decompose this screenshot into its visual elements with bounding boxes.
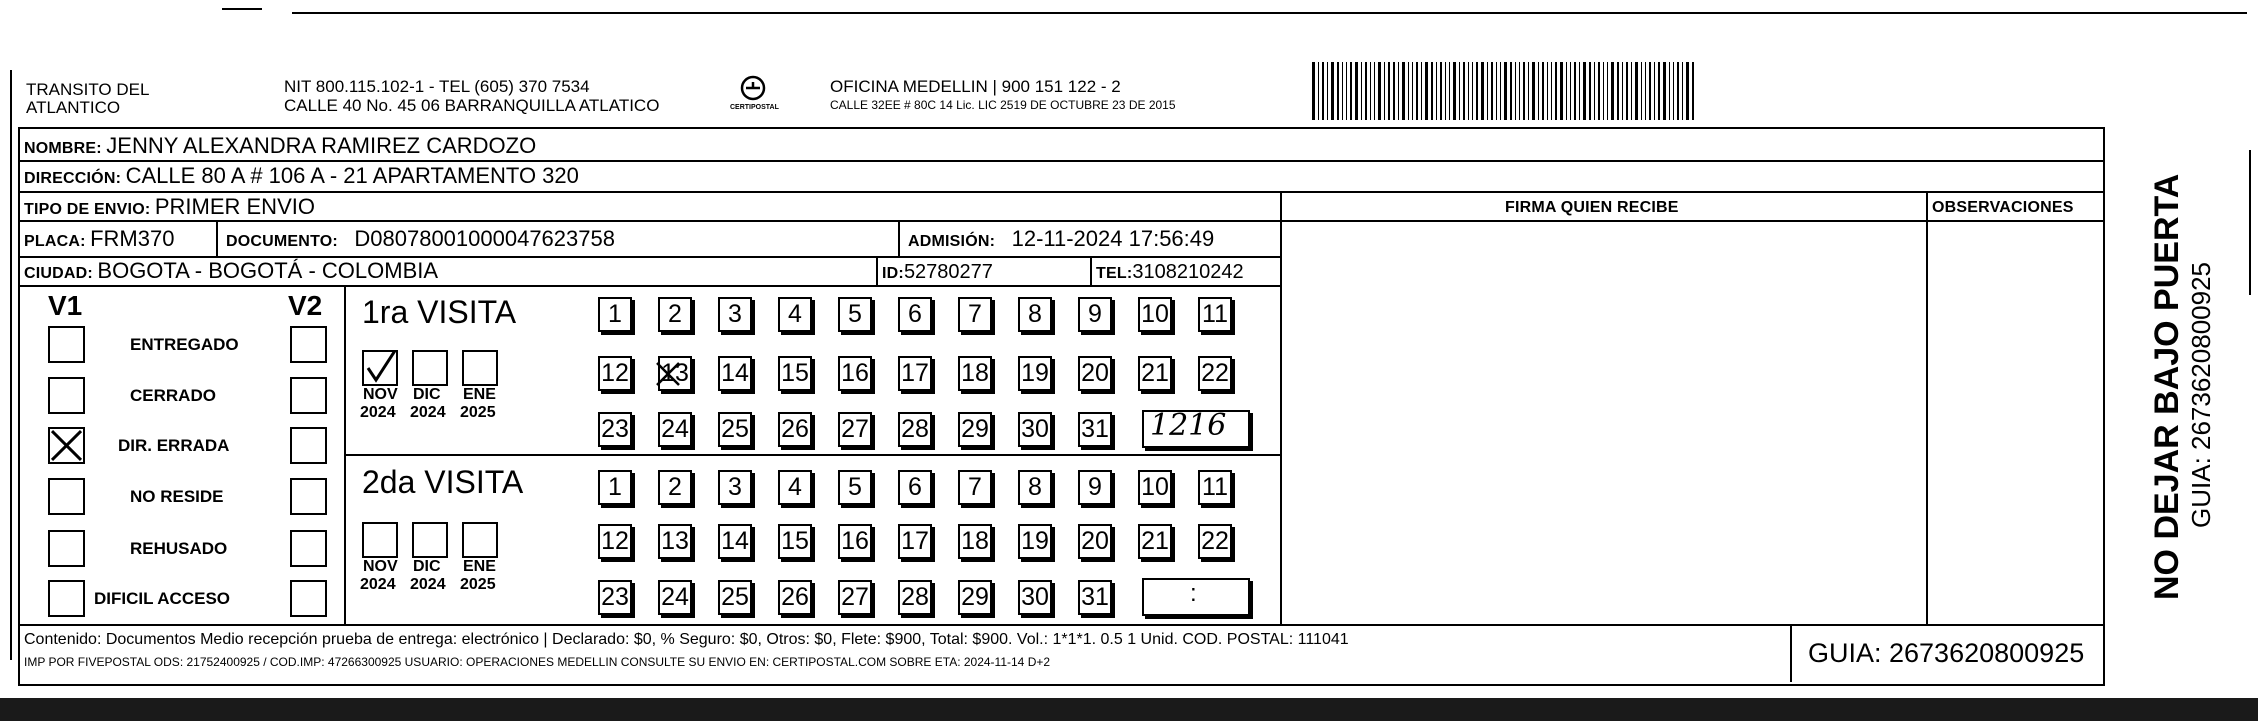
barcode-bar <box>1408 62 1409 120</box>
v2-checkbox-2[interactable] <box>290 377 327 414</box>
visit1-year-label: 2024 <box>410 404 446 421</box>
barcode-bar <box>1445 62 1446 120</box>
barcode-bar <box>1641 62 1642 120</box>
barcode-bar <box>1510 62 1512 120</box>
visit2-day-1[interactable]: 1 <box>598 470 632 505</box>
issuer-name: TRANSITO DEL <box>26 80 150 99</box>
barcode-bar <box>1459 62 1460 120</box>
v1-checkbox-6[interactable] <box>48 580 85 617</box>
barcode-bar <box>1365 62 1367 120</box>
issuer-name-line2: ATLANTICO <box>26 98 121 117</box>
barcode-bar <box>1603 62 1604 120</box>
content-declaration: Contenido: Documentos Medio recepción prueba de entrega: electrónico | Declarado: $0, % Seguro: $0, Otros: $0, Flete: $900, Total: $900. Vol.: 1*1*1. 0.5 1 Unid. COD. POSTAL: 111041 <box>24 631 1349 648</box>
visit2-day-22[interactable]: 22 <box>1198 524 1232 559</box>
barcode-bar <box>1583 62 1586 120</box>
visit1-day-21[interactable]: 21 <box>1138 356 1172 391</box>
barcode-bar <box>1532 62 1535 120</box>
status-label: NO RESIDE <box>130 487 224 506</box>
logo-text: CERTIPOSTAL <box>730 104 779 111</box>
visit1-day-15[interactable]: 15 <box>778 356 812 391</box>
plate-field: PLACA: FRM370 <box>24 226 175 251</box>
barcode-bar <box>1589 62 1591 120</box>
barcode-bar <box>1425 62 1428 120</box>
visit2-day-10[interactable]: 10 <box>1138 470 1172 505</box>
barcode-bar <box>1431 62 1433 120</box>
barcode-bar <box>1626 62 1628 120</box>
barcode-bar <box>1635 62 1638 120</box>
visit1-year-label: 2025 <box>460 404 496 421</box>
visit2-day-24[interactable]: 24 <box>658 580 692 615</box>
barcode-bar <box>1342 62 1343 120</box>
plate: FRM370 <box>90 226 175 251</box>
barcode-bar <box>1487 62 1488 120</box>
barcode-bar <box>1412 62 1413 120</box>
visit1-day-10[interactable]: 10 <box>1138 297 1172 332</box>
visit1-day-2[interactable]: 2 <box>658 297 692 332</box>
visit1-month-checkbox-ene[interactable] <box>462 350 498 386</box>
barcode-bar <box>1384 62 1385 120</box>
status-label: REHUSADO <box>130 539 228 558</box>
visit2-day-14[interactable]: 14 <box>718 524 752 559</box>
barcode-bar <box>1663 62 1666 120</box>
barcode-bar <box>1658 62 1660 120</box>
v2-checkbox-5[interactable] <box>290 530 327 567</box>
visit1-day-22[interactable]: 22 <box>1198 356 1232 391</box>
barcode-bar <box>1346 62 1347 120</box>
visit2-month-label: DIC <box>413 558 441 575</box>
barcode-bar <box>1370 62 1371 120</box>
visit1-day-18[interactable]: 18 <box>958 356 992 391</box>
v1-checkbox-3[interactable] <box>48 427 85 464</box>
signature-header: FIRMA QUIEN RECIBE <box>1505 199 1679 216</box>
barcode-bar <box>1515 62 1516 120</box>
visit2-day-27[interactable]: 27 <box>838 580 872 615</box>
no-dejar-bajo-puerta: NO DEJAR BAJO PUERTA <box>2148 173 2186 600</box>
barcode-bar <box>1355 62 1358 120</box>
visit2-day-15[interactable]: 15 <box>778 524 812 559</box>
barcode-bar <box>1318 62 1319 120</box>
barcode-bar <box>1322 62 1324 120</box>
v1-label: V1 <box>48 290 83 321</box>
barcode-bar <box>1388 62 1390 120</box>
status-label: CERRADO <box>130 386 216 405</box>
barcode-bar <box>1468 62 1469 120</box>
document-number: D08078001000047623758 <box>354 226 615 251</box>
barcode-bar <box>1574 62 1576 120</box>
barcode-bar <box>1312 62 1315 120</box>
barcode-bar <box>1686 62 1689 120</box>
barcode-bar <box>1538 62 1539 120</box>
visit2-month-label: NOV <box>363 558 398 575</box>
barcode-bar <box>1551 62 1552 120</box>
visit1-day-3[interactable]: 3 <box>718 297 752 332</box>
barcode-bar <box>1327 62 1328 120</box>
side-guia: GUIA: 2673620800925 <box>2186 262 2216 528</box>
v2-checkbox-4[interactable] <box>290 478 327 515</box>
tel-number: 3108210242 <box>1132 261 1244 283</box>
visit1-day-30[interactable]: 30 <box>1018 412 1052 447</box>
visit1-day-7[interactable]: 7 <box>958 297 992 332</box>
v2-label: V2 <box>288 290 323 321</box>
barcode-bar <box>1649 62 1651 120</box>
visit1-day-29[interactable]: 29 <box>958 412 992 447</box>
visit1-year-label: 2024 <box>360 404 396 421</box>
barcode-bar <box>1481 62 1484 120</box>
barcode-bar <box>1654 62 1655 120</box>
admission-datetime: 12-11-2024 17:56:49 <box>1011 226 1215 251</box>
visit2-year-label: 2024 <box>410 576 446 593</box>
visit2-day-23[interactable]: 23 <box>598 580 632 615</box>
address-field: DIRECCIÓN: CALLE 80 A # 106 A - 21 APARTAMENTO 320 <box>24 163 579 188</box>
visit2-day-28[interactable]: 28 <box>898 580 932 615</box>
shipment-type-field: TIPO DE ENVIO: PRIMER ENVIO <box>24 194 315 219</box>
visit1-day-20[interactable]: 20 <box>1078 356 1112 391</box>
status-label: DIR. ERRADA <box>118 436 230 455</box>
cross-mark-icon <box>655 361 681 387</box>
visit1-month-checkbox-nov[interactable] <box>362 350 398 386</box>
barcode-bar <box>1560 62 1563 120</box>
visit1-day-13[interactable]: 13 <box>658 356 692 391</box>
observations-header: OBSERVACIONES <box>1932 199 2074 216</box>
visit1-month-label: ENE <box>463 386 496 403</box>
visit2-day-7[interactable]: 7 <box>958 470 992 505</box>
certipostal-logo-icon <box>728 74 778 118</box>
city-field: CIUDAD: BOGOTA - BOGOTÁ - COLOMBIA <box>24 258 439 283</box>
barcode-bar <box>1378 62 1381 120</box>
barcode-bar <box>1547 62 1548 120</box>
barcode-bar <box>1542 62 1544 120</box>
visit1-day-5[interactable]: 5 <box>838 297 872 332</box>
office-info: OFICINA MEDELLIN | 900 151 122 - 2 <box>830 77 1121 96</box>
barcode-bar <box>1673 62 1674 120</box>
visit1-day-23[interactable]: 23 <box>598 412 632 447</box>
barcode-bar <box>1598 62 1600 120</box>
visit1-day-8[interactable]: 8 <box>1018 297 1052 332</box>
visit1-day-4[interactable]: 4 <box>778 297 812 332</box>
issuer-address: CALLE 40 No. 45 06 BARRANQUILLA ATLATICO <box>284 96 660 115</box>
visit2-day-16[interactable]: 16 <box>838 524 872 559</box>
visit2-day-9[interactable]: 9 <box>1078 470 1112 505</box>
barcode-bar <box>1677 62 1679 120</box>
barcode-bar <box>1555 62 1557 120</box>
visit2-day-2[interactable]: 2 <box>658 470 692 505</box>
visit2-year-label: 2024 <box>360 576 396 593</box>
city: BOGOTA - BOGOTÁ - COLOMBIA <box>97 258 439 283</box>
visit1-day-14[interactable]: 14 <box>718 356 752 391</box>
visit1-day-16[interactable]: 16 <box>838 356 872 391</box>
barcode-bar <box>1692 62 1694 120</box>
barcode-bar <box>1594 62 1595 120</box>
visit2-day-4[interactable]: 4 <box>778 470 812 505</box>
status-label: DIFICIL ACCESO <box>94 589 231 608</box>
shipment-type: PRIMER ENVIO <box>154 194 315 219</box>
barcode-bar <box>1669 62 1670 120</box>
visit2-title: 2da VISITA <box>362 464 524 500</box>
barcode-bar <box>1566 62 1567 120</box>
barcode-bar <box>1453 62 1456 120</box>
barcode-bar <box>1607 62 1608 120</box>
barcode-bar <box>1463 62 1465 120</box>
barcode-bar <box>1331 62 1334 120</box>
barcode-bar <box>1421 62 1422 120</box>
barcode-bar <box>1645 62 1646 120</box>
office-address: CALLE 32EE # 80C 14 Lic. LIC 2519 DE OCTUBRE 23 DE 2015 <box>830 98 1176 112</box>
barcode-bar <box>1617 62 1619 120</box>
v2-checkbox-3[interactable] <box>290 427 327 464</box>
id-number: 52780277 <box>903 261 993 283</box>
visit2-month-checkbox-ene[interactable] <box>462 522 498 558</box>
visit1-day-25[interactable]: 25 <box>718 412 752 447</box>
visit1-day-19[interactable]: 19 <box>1018 356 1052 391</box>
visit1-day-28[interactable]: 28 <box>898 412 932 447</box>
recipient-name: JENNY ALEXANDRA RAMIREZ CARDOZO <box>106 133 537 158</box>
visit2-day-6[interactable]: 6 <box>898 470 932 505</box>
visit1-day-27[interactable]: 27 <box>838 412 872 447</box>
visit2-day-13[interactable]: 13 <box>658 524 692 559</box>
v1-checkbox-2[interactable] <box>48 377 85 414</box>
visit1-day-9[interactable]: 9 <box>1078 297 1112 332</box>
admission-field: ADMISIÓN: 12-11-2024 17:56:49 <box>908 226 1215 251</box>
barcode-bar <box>1570 62 1571 120</box>
tel-field: TEL:3108210242 <box>1096 261 1244 283</box>
barcode-bar <box>1496 62 1497 120</box>
shipping-form <box>18 127 2105 686</box>
name-field: NOMBRE: JENNY ALEXANDRA RAMIREZ CARDOZO <box>24 133 537 158</box>
print-info: IMP POR FIVEPOSTAL ODS: 21752400925 / COD.IMP: 47266300925 USUARIO: OPERACIONES MEDELLIN CONSULTE SU ENVIO EN: CERTIPOSTAL.COM SOBRE ETA: 2024-11-14 D+2 <box>24 655 1051 669</box>
barcode-bar <box>1631 62 1632 120</box>
barcode-bar <box>1436 62 1437 120</box>
visit2-day-26[interactable]: 26 <box>778 580 812 615</box>
barcode-bar <box>1416 62 1418 120</box>
visit2-day-18[interactable]: 18 <box>958 524 992 559</box>
document-field: DOCUMENTO: D08078001000047623758 <box>226 226 615 251</box>
v1-checkbox-1[interactable] <box>48 326 85 363</box>
barcode-bar <box>1393 62 1395 120</box>
visit1-day-1[interactable]: 1 <box>598 297 632 332</box>
visit2-day-8[interactable]: 8 <box>1018 470 1052 505</box>
barcode-bar <box>1361 62 1362 120</box>
visit2-year-label: 2025 <box>460 576 496 593</box>
visit1-day-6[interactable]: 6 <box>898 297 932 332</box>
visit1-day-11[interactable]: 11 <box>1198 297 1232 332</box>
visit2-day-21[interactable]: 21 <box>1138 524 1172 559</box>
barcode-bar <box>1402 62 1405 120</box>
visit1-month-checkbox-dic[interactable] <box>412 350 448 386</box>
visit2-day-25[interactable]: 25 <box>718 580 752 615</box>
visit2-day-29[interactable]: 29 <box>958 580 992 615</box>
visit2-day-30[interactable]: 30 <box>1018 580 1052 615</box>
barcode-bar <box>1337 62 1339 120</box>
barcode-bar <box>1682 62 1683 120</box>
visit2-month-checkbox-nov[interactable] <box>362 522 398 558</box>
guia-number-box: GUIA: 2673620800925 <box>1808 638 2085 668</box>
visit1-day-12[interactable]: 12 <box>598 356 632 391</box>
barcode-bar <box>1504 62 1507 120</box>
visit2-day-20[interactable]: 20 <box>1078 524 1112 559</box>
barcode-bar <box>1449 62 1450 120</box>
visit2-day-3[interactable]: 3 <box>718 470 752 505</box>
v1-checkbox-4[interactable] <box>48 478 85 515</box>
visit1-day-24[interactable]: 24 <box>658 412 692 447</box>
barcode-bar <box>1500 62 1501 120</box>
visit2-month-checkbox-dic[interactable] <box>412 522 448 558</box>
visit2-day-5[interactable]: 5 <box>838 470 872 505</box>
visit1-time-handwritten: 1216 <box>1150 408 1227 443</box>
barcode-bar <box>1523 62 1525 120</box>
visit2-day-11[interactable]: 11 <box>1198 470 1232 505</box>
visit2-day-12[interactable]: 12 <box>598 524 632 559</box>
barcode-bar <box>1440 62 1442 120</box>
recipient-address: CALLE 80 A # 106 A - 21 APARTAMENTO 320 <box>125 163 579 188</box>
v2-checkbox-1[interactable] <box>290 326 327 363</box>
visit2-month-label: ENE <box>463 558 496 575</box>
checkmark-icon <box>364 352 396 384</box>
v2-checkbox-6[interactable] <box>290 580 327 617</box>
barcode-bar <box>1528 62 1529 120</box>
barcode-bar <box>1398 62 1399 120</box>
visit2-time-placeholder: : <box>1190 580 1197 607</box>
barcode-bar <box>1472 62 1473 120</box>
barcode <box>1312 62 1952 120</box>
visit1-day-31[interactable]: 31 <box>1078 412 1112 447</box>
visit2-day-19[interactable]: 19 <box>1018 524 1052 559</box>
status-label: ENTREGADO <box>130 335 239 354</box>
barcode-bar <box>1491 62 1493 120</box>
barcode-bar <box>1622 62 1623 120</box>
visit1-title: 1ra VISITA <box>362 294 517 330</box>
barcode-bar <box>1350 62 1352 120</box>
visit2-day-17[interactable]: 17 <box>898 524 932 559</box>
id-field: ID:52780277 <box>882 261 993 283</box>
barcode-bar <box>1374 62 1375 120</box>
visit1-month-label: DIC <box>413 386 441 403</box>
barcode-bar <box>1519 62 1520 120</box>
v1-checkbox-5[interactable] <box>48 530 85 567</box>
barcode-bar <box>1476 62 1478 120</box>
visit1-month-label: NOV <box>363 386 398 403</box>
visit2-day-31[interactable]: 31 <box>1078 580 1112 615</box>
visit1-day-26[interactable]: 26 <box>778 412 812 447</box>
barcode-bar <box>1579 62 1580 120</box>
visit1-day-17[interactable]: 17 <box>898 356 932 391</box>
nit-phone: NIT 800.115.102-1 - TEL (605) 370 7534 <box>284 77 590 96</box>
barcode-bar <box>1611 62 1614 120</box>
